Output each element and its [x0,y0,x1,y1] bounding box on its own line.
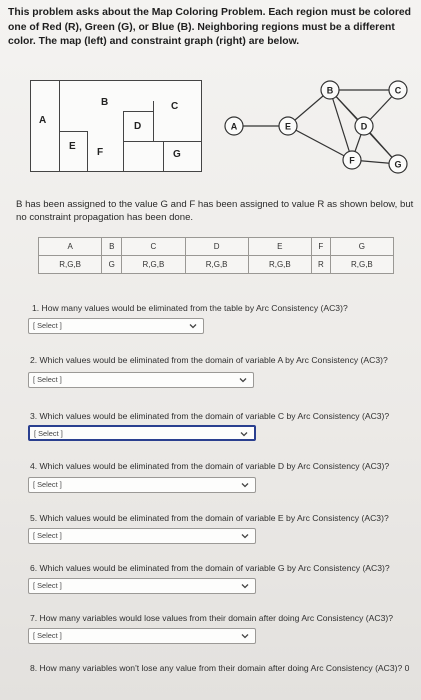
question-2-text: 2. Which values would be eliminated from the domain of variable A by Arc Consistency (AC3)? [30,355,388,365]
question-3-select[interactable] [28,425,256,441]
map-region-e: E [69,141,76,152]
question-6-select[interactable] [28,578,256,594]
chevron-down-icon [241,481,249,489]
question-7-text: 7. How many variables would lose values from their domain after doing Arc Consistency (AC3)? [30,613,394,623]
question-6-text: 6. Which values would be eliminated from the domain of variable G by Arc Consistency (AC3)? [30,563,390,573]
table-cell: R [311,256,330,274]
map-region-c: C [171,101,179,112]
chevron-down-icon [241,582,249,590]
question-6-select-value: [ Select ] [33,581,62,590]
question-5-select-value: [ Select ] [33,531,62,540]
graph-node-d-label: D [360,121,368,132]
graph-node-g-label: G [394,159,402,170]
question-8-text: 8. How many variables won't lose any value from their domain after doing Arc Consistency (AC3)? 0 [30,663,410,673]
question-7-select-value: [ Select ] [33,631,62,640]
table-header-cell: C [122,238,185,256]
question-4-select[interactable] [28,477,256,493]
question-2 [30,352,410,368]
graph-node-a-label: A [230,121,238,132]
map-region-d: D [134,121,142,132]
map-region-g: G [173,149,181,160]
question-5-select[interactable] [28,528,256,544]
chevron-down-icon [241,632,249,640]
question-3-select-value: [ Select ] [34,429,63,438]
table-header-cell: G [330,238,393,256]
table-cell: R,G,B [122,256,185,274]
graph-node-f-label: F [349,155,355,166]
question-4-select-value: [ Select ] [33,480,62,489]
question-5-text: 5. Which values would be eliminated from the domain of variable E by Arc Consistency (AC3)? [30,513,389,523]
table-cell: G [102,256,122,274]
question-1-text: 1. How many values would be eliminated from the table by Arc Consistency (AC3)? [32,303,348,313]
question-7 [30,610,410,626]
table-header-cell: B [102,238,122,256]
map-region-b: B [101,97,109,108]
table-cell: R,G,B [330,256,393,274]
question-1-select[interactable] [28,318,204,334]
question-2-select[interactable] [28,372,254,388]
map-region-a: A [39,115,47,126]
chevron-down-icon [240,430,248,438]
domain-table [38,237,394,274]
table-row [39,256,394,274]
assignment-text: B has been assigned to the value G and F has been assigned to value R as shown below, but no constraint propagation has been done. [16,199,414,223]
question-4 [30,458,410,474]
chevron-down-icon [189,322,197,330]
question-1 [32,300,412,316]
table-cell: R,G,B [39,256,102,274]
table-header-cell: F [311,238,330,256]
question-6 [30,560,410,576]
question-1-select-value: [ Select ] [33,321,62,330]
table-header-cell: D [185,238,248,256]
table-header-cell: A [39,238,102,256]
question-5 [30,510,410,526]
chevron-down-icon [239,376,247,384]
graph-node-c-label: C [394,85,402,96]
region-map [30,80,202,172]
table-cell: R,G,B [248,256,311,274]
question-4-text: 4. Which values would be eliminated from the domain of variable D by Arc Consistency (AC3)? [30,461,390,471]
map-region-f: F [97,147,104,158]
problem-intro: This problem asks about the Map Coloring Problem. Each region must be colored one of Red (R), Green (G), or Blue (B). Neighboring regions must be a different color. The map (left) and constraint graph (right) are below. [8,7,411,47]
graph-node-b-label: B [326,85,334,96]
table-header-cell: E [248,238,311,256]
question-3 [30,408,410,424]
constraint-graph [222,78,417,178]
question-2-select-value: [ Select ] [33,375,62,384]
chevron-down-icon [241,532,249,540]
question-8 [30,660,410,676]
question-7-select[interactable] [28,628,256,644]
table-cell: R,G,B [185,256,248,274]
question-3-text: 3. Which values would be eliminated from the domain of variable C by Arc Consistency (AC3)? [30,411,390,421]
graph-node-e-label: E [284,121,292,132]
table-header-row [39,238,394,256]
